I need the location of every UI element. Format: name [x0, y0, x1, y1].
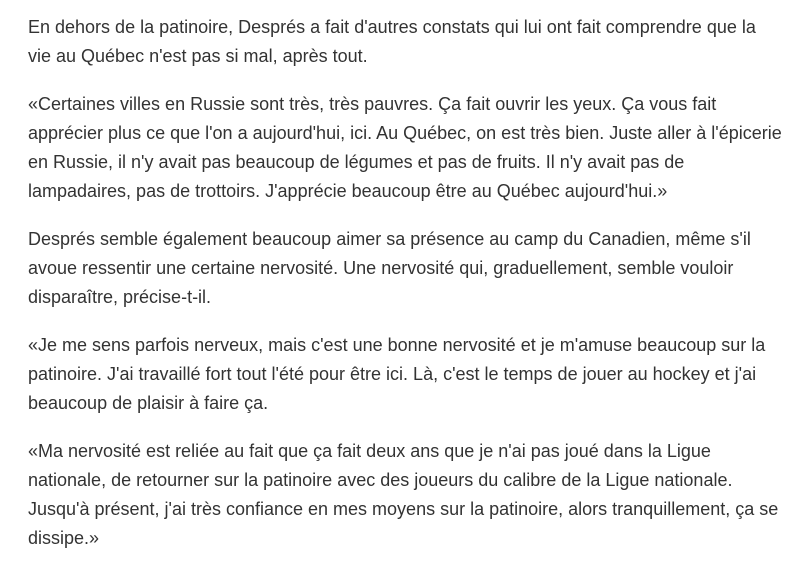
paragraph: En dehors de la patinoire, Després a fait d'autres constats qui lui ont fait comprendre que la vie au Québec n'est pas si mal, après tout. [28, 17, 756, 66]
paragraph: «Certaines villes en Russie sont très, très pauvres. Ça fait ouvrir les yeux. Ça vous fait apprécier plus ce que l'on a aujourd'hui, ici. Au Québec, on est très bien. Juste aller à l'épicerie en Russie, il n'y avait pas beaucoup de légumes et pas de fruits. Il n'y avait pas de lampadaires, pas de trottoirs. J'apprécie beaucoup être au Québec aujourd'hui.» [28, 94, 782, 201]
paragraph: «Je me sens parfois nerveux, mais c'est une bonne nervosité et je m'amuse beaucoup sur la patinoire. J'ai travaillé fort tout l'été pour être ici. Là, c'est le temps de jouer au hockey et j'ai beaucoup de plaisir à faire ça. [28, 335, 766, 413]
paragraph: Després semble également beaucoup aimer sa présence au camp du Canadien, même s'il avoue ressentir une certaine nervosité. Une nervosité qui, graduellement, semble vouloir disparaître, précise-t-il. [28, 229, 751, 307]
paragraph: «Ma nervosité est reliée au fait que ça fait deux ans que je n'ai pas joué dans la Ligue nationale, de retourner sur la patinoire avec des joueurs du calibre de la Ligue nationale. Jusqu'à présent, j'ai très confiance en mes moyens sur la patinoire, alors tranquillement, ça se dissipe.» [28, 441, 779, 548]
